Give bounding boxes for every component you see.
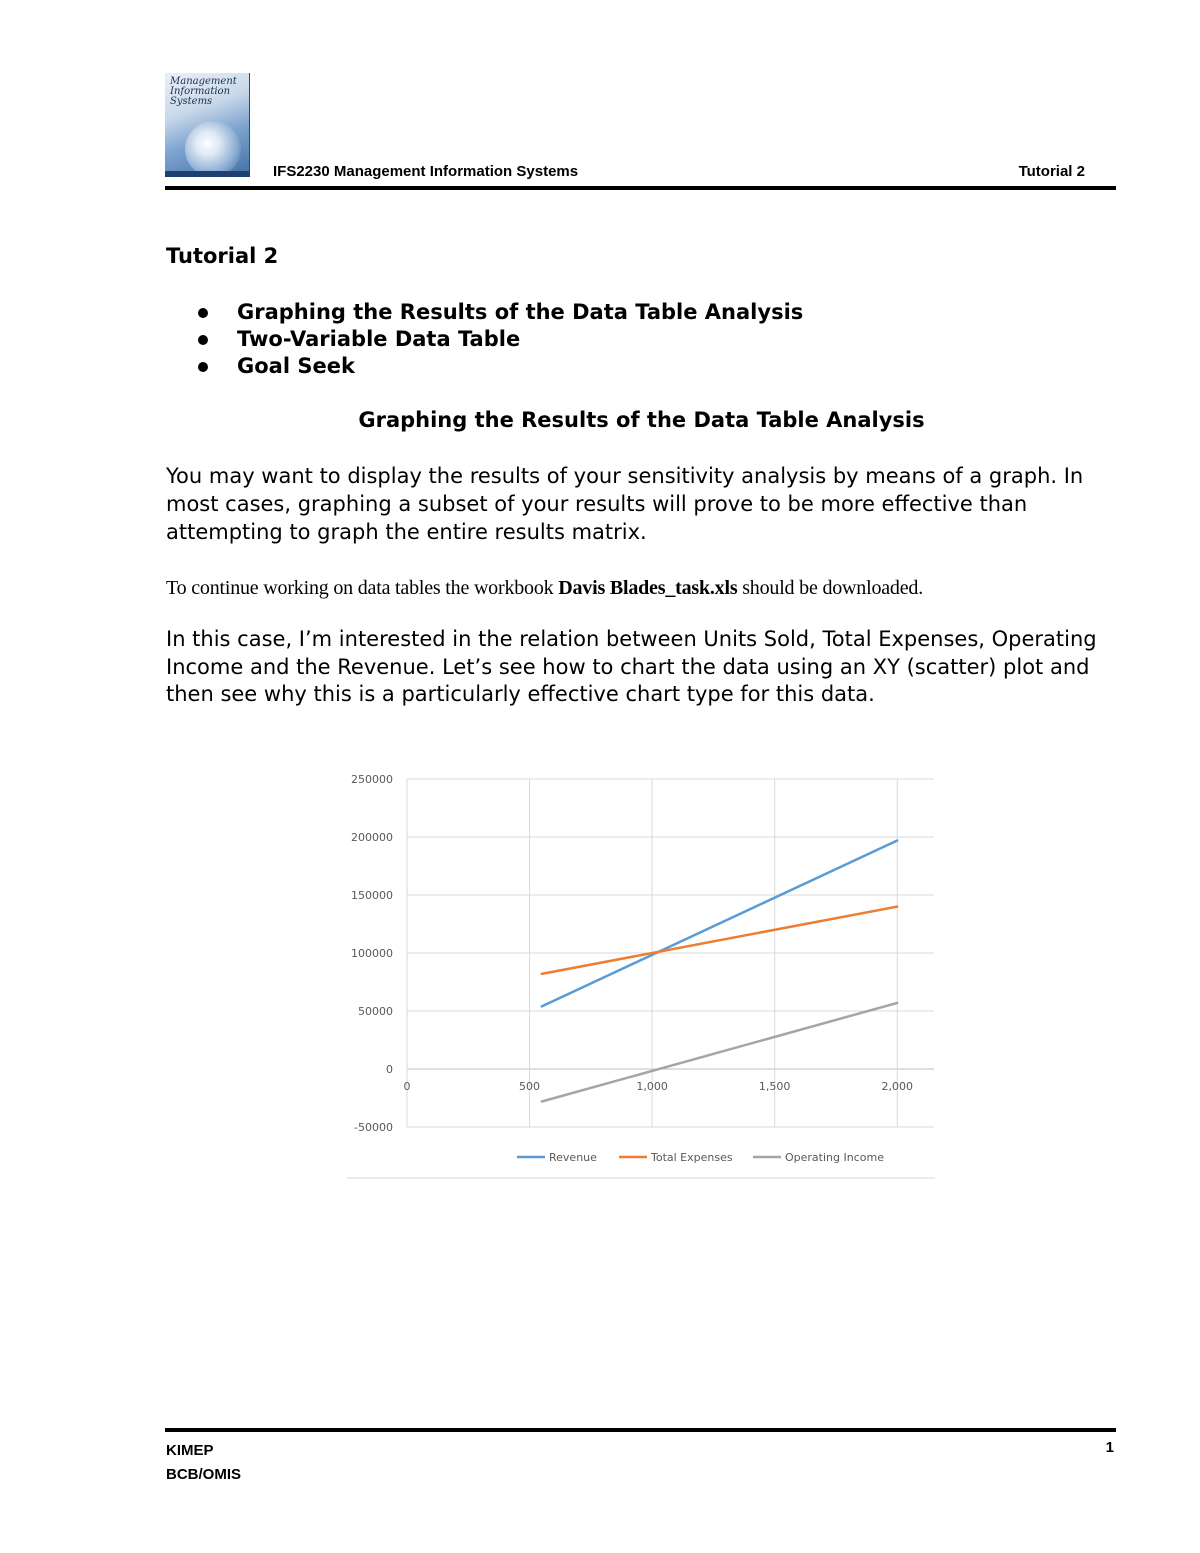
globe-image: [185, 121, 241, 177]
bullet-icon: [198, 335, 208, 345]
x-tick-label: 2,000: [881, 1080, 913, 1093]
topic-text: Graphing the Results of the Data Table Analysis: [237, 300, 804, 324]
footer-line-2: BCB/OMIS: [166, 1466, 241, 1483]
series-line-operating-income: [542, 1003, 897, 1102]
footer-line-1: KIMEP: [166, 1442, 214, 1459]
y-tick-label: 100000: [351, 947, 393, 960]
section-heading: Graphing the Results of the Data Table Analysis: [358, 408, 925, 432]
header-tutorial-label: Tutorial 2: [1018, 163, 1085, 180]
intro-paragraph: You may want to display the results of your sensitivity analysis by means of a graph. In most cases, graphing a subset of your results will prove to be more effective than attempting to graph the entire results matrix.: [166, 464, 1084, 544]
topic-list-item: [198, 299, 803, 326]
textbook-cover-logo: [165, 73, 250, 177]
document-title: Tutorial 2: [166, 244, 279, 268]
header-rule: [165, 186, 1116, 190]
workbook-paragraph: [166, 575, 1126, 601]
series-line-total-expenses: [542, 907, 897, 974]
topic-list-item: [198, 326, 803, 353]
header-course-title: IFS2230 Management Information Systems: [273, 163, 579, 180]
bullet-icon: [198, 362, 208, 372]
logo-text-line: Systems: [170, 96, 213, 107]
legend-label: Operating Income: [785, 1151, 884, 1164]
y-tick-label: 0: [386, 1063, 393, 1076]
series-line-revenue: [542, 841, 897, 1007]
topic-text: Goal Seek: [237, 354, 355, 378]
page-number: 1: [1105, 1439, 1114, 1456]
y-tick-label: -50000: [354, 1121, 393, 1134]
y-tick-label: 50000: [358, 1005, 393, 1018]
y-tick-label: 200000: [351, 831, 393, 844]
bullet-icon: [198, 308, 208, 318]
x-tick-label: 1,500: [758, 1080, 791, 1093]
footer-rule: [165, 1428, 1116, 1432]
x-tick-label: 0: [403, 1080, 411, 1093]
chart-svg: [345, 762, 937, 1180]
legend-label: Revenue: [549, 1151, 597, 1164]
logo-title: [170, 77, 237, 107]
workbook-text-before: To continue working on data tables the workbook: [166, 577, 559, 599]
y-tick-label: 150000: [351, 889, 393, 902]
cover-strip: [165, 171, 249, 177]
xy-scatter-chart: [345, 762, 937, 1180]
topic-list: [198, 299, 803, 380]
footer-institution: [166, 1439, 241, 1487]
x-tick-label: 500: [519, 1080, 541, 1093]
topic-list-item: [198, 353, 803, 380]
x-tick-label: 1,000: [636, 1080, 668, 1093]
relation-paragraph: In this case, I’m interested in the relation between Units Sold, Total Expenses, Operating Income and the Revenue. Let’s see how to chart the data using an XY (scatter) plot and then see why this is a particularly effective chart type for this data.: [166, 627, 1097, 706]
logo-text-line: Information: [170, 86, 231, 97]
workbook-filename: Davis Blades_task.xls: [558, 577, 738, 599]
topic-text: Two-Variable Data Table: [237, 327, 521, 351]
workbook-text-after: should be downloaded.: [737, 577, 923, 599]
legend-label: Total Expenses: [651, 1151, 733, 1164]
y-tick-label: 250000: [351, 773, 393, 786]
logo-text-line: Management: [170, 76, 237, 87]
